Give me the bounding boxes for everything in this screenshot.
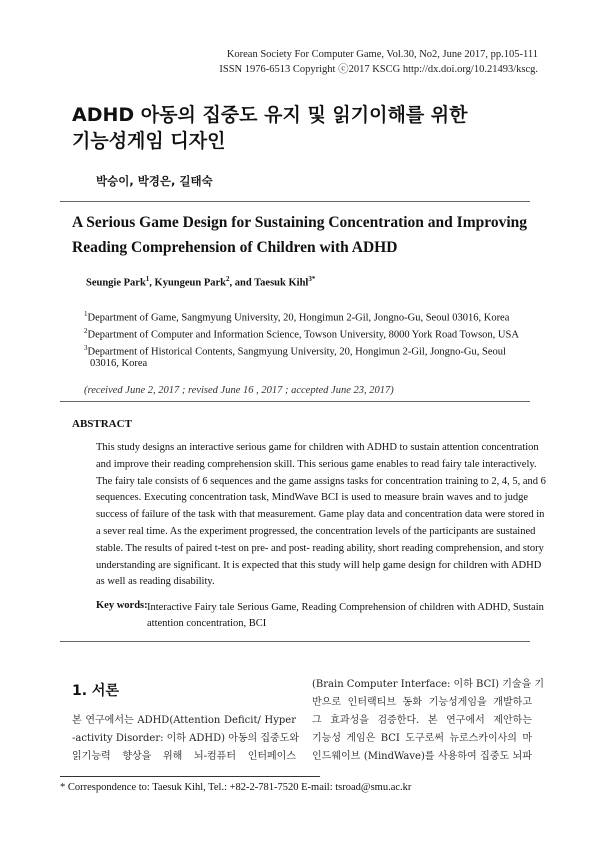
abstract-line: a sever real time. As the experiment progressed, the concentration levels of the participants are sustained — [96, 525, 536, 537]
journal-citation: Korean Society For Computer Game, Vol.30, No2, June 2017, pp.105-111 — [226, 49, 538, 60]
body-line: 그 효과성을 검증한다. 본 연구에서 제안하는 — [312, 715, 532, 726]
abstract-line: and improve their reading comprehension skill. This serious game enables to read fairy tale interactively. — [96, 458, 537, 470]
english-title-line1: A Serious Game Design for Sustaining Concentration and Improving — [72, 214, 528, 231]
abstract-line: sequences. Executing concentration task, MindWave BCI is used to measure brain waves and to judge — [96, 492, 528, 504]
abstract-line: as well as reading disability. — [96, 576, 215, 588]
abstract-heading: ABSTRACT — [72, 418, 132, 430]
korean-title-line1: ADHD 아동의 집중도 유지 및 읽기이해를 위한 — [72, 104, 468, 126]
keywords-divider — [60, 641, 530, 642]
korean-authors: 박승이, 박경은, 길태숙 — [96, 174, 213, 188]
affiliation-1-mark: 1 — [84, 310, 88, 318]
abstract-line: This study designs an interactive serious game for children with ADHD to sustain attention concentration — [96, 442, 539, 453]
abstract-divider — [60, 401, 530, 402]
body-line: -activity Disorder: 이하 ADHD) 아동의 집중도와 — [72, 733, 300, 744]
body-line: 인드웨이브 (MindWave)를 사용하여 집중도 뇌파 — [312, 751, 532, 762]
correspondence-footnote: * Correspondence to: Taesuk Kihl, Tel.: +82-2-781-7520 E-mail: tsroad@smu.ac.kr — [60, 782, 412, 793]
keywords-line: Interactive Fairy tale Serious Game, Reading Comprehension of children with ADHD, Sustain — [147, 602, 544, 613]
keywords-label: Key words: — [96, 600, 148, 611]
abstract-line: The fairy tale consists of 6 sequences and the game assigns tasks for concentration training to 2, 4, 5, and 6 — [96, 475, 546, 487]
body-line: 본 연구에서는 ADHD(Attention Deficit/ Hyper — [72, 715, 296, 726]
english-authors — [86, 275, 315, 289]
keywords-text — [147, 600, 544, 632]
author-3-mark: 3* — [308, 275, 316, 283]
abstract-line: understanding are significant. It is expected that this study will help game design for children with ADHD — [96, 559, 542, 571]
body-line: (Brain Computer Interface: 이하 BCI) 기술을 기 — [312, 679, 545, 690]
affiliation-3-text: Department of Historical Contents, Sangmyung University, 20, Hongimun 2-Gil, Jongno-Gu, Seoul — [87, 346, 506, 358]
english-title-line2: Reading Comprehension of Children with ADHD — [72, 239, 398, 256]
keywords-line: attention concentration, BCI — [147, 618, 267, 629]
korean-title-line2: 기능성게임 디자인 — [72, 130, 226, 152]
author-1-mark: 1 — [145, 275, 150, 283]
footnote-rule — [60, 776, 320, 777]
author-1: Seungie Park — [86, 277, 146, 289]
affiliation-3 — [84, 340, 506, 361]
affiliation-2-text: Department of Computer and Information Science, Towson University, 8000 York Road Towson, USA — [87, 329, 519, 341]
body-line: 기능성 게임은 BCI 도구로써 뉴로스카이사의 마 — [312, 733, 532, 744]
received-dates: (received June 2, 2017 ; revised June 16 , 2017 ; accepted June 23, 2017) — [84, 385, 394, 396]
abstract-line: stable. The results of paired t-test on pre- and post- reading ability, short reading comprehension, and story — [96, 542, 544, 554]
affiliation-1-text: Department of Game, Sangmyung University, 20, Hongimun 2-Gil, Jongno-Gu, Seoul 03016, Korea — [87, 312, 510, 324]
title-divider — [60, 201, 530, 202]
affiliation-2-mark: 2 — [84, 327, 88, 335]
affiliation-3-mark: 3 — [84, 344, 88, 352]
affiliation-3-cont: 03016, Korea — [90, 358, 148, 369]
journal-issn-doi: ISSN 1976-6513 Copyright ⓒ2017 KSCG http://dx.doi.org/10.21493/kscg. — [219, 64, 538, 75]
author-2-mark: 2 — [226, 275, 230, 283]
section-heading: 1. 서론 — [72, 683, 119, 699]
right-column — [312, 676, 545, 766]
left-column — [72, 712, 300, 766]
body-line: 읽기능력 향상을 위해 뇌-컴퓨터 인터페이스 — [72, 751, 296, 762]
abstract-body — [96, 440, 546, 591]
body-line: 반으로 인터랙티브 동화 기능성게임을 개발하고 — [312, 697, 532, 708]
author-3: , and Taesuk Kihl — [229, 277, 309, 289]
abstract-line: success of failure of the task with that measurement. Game play data and concentration data were stored in — [96, 509, 545, 521]
author-2: , Kyungeun Park — [149, 277, 227, 289]
